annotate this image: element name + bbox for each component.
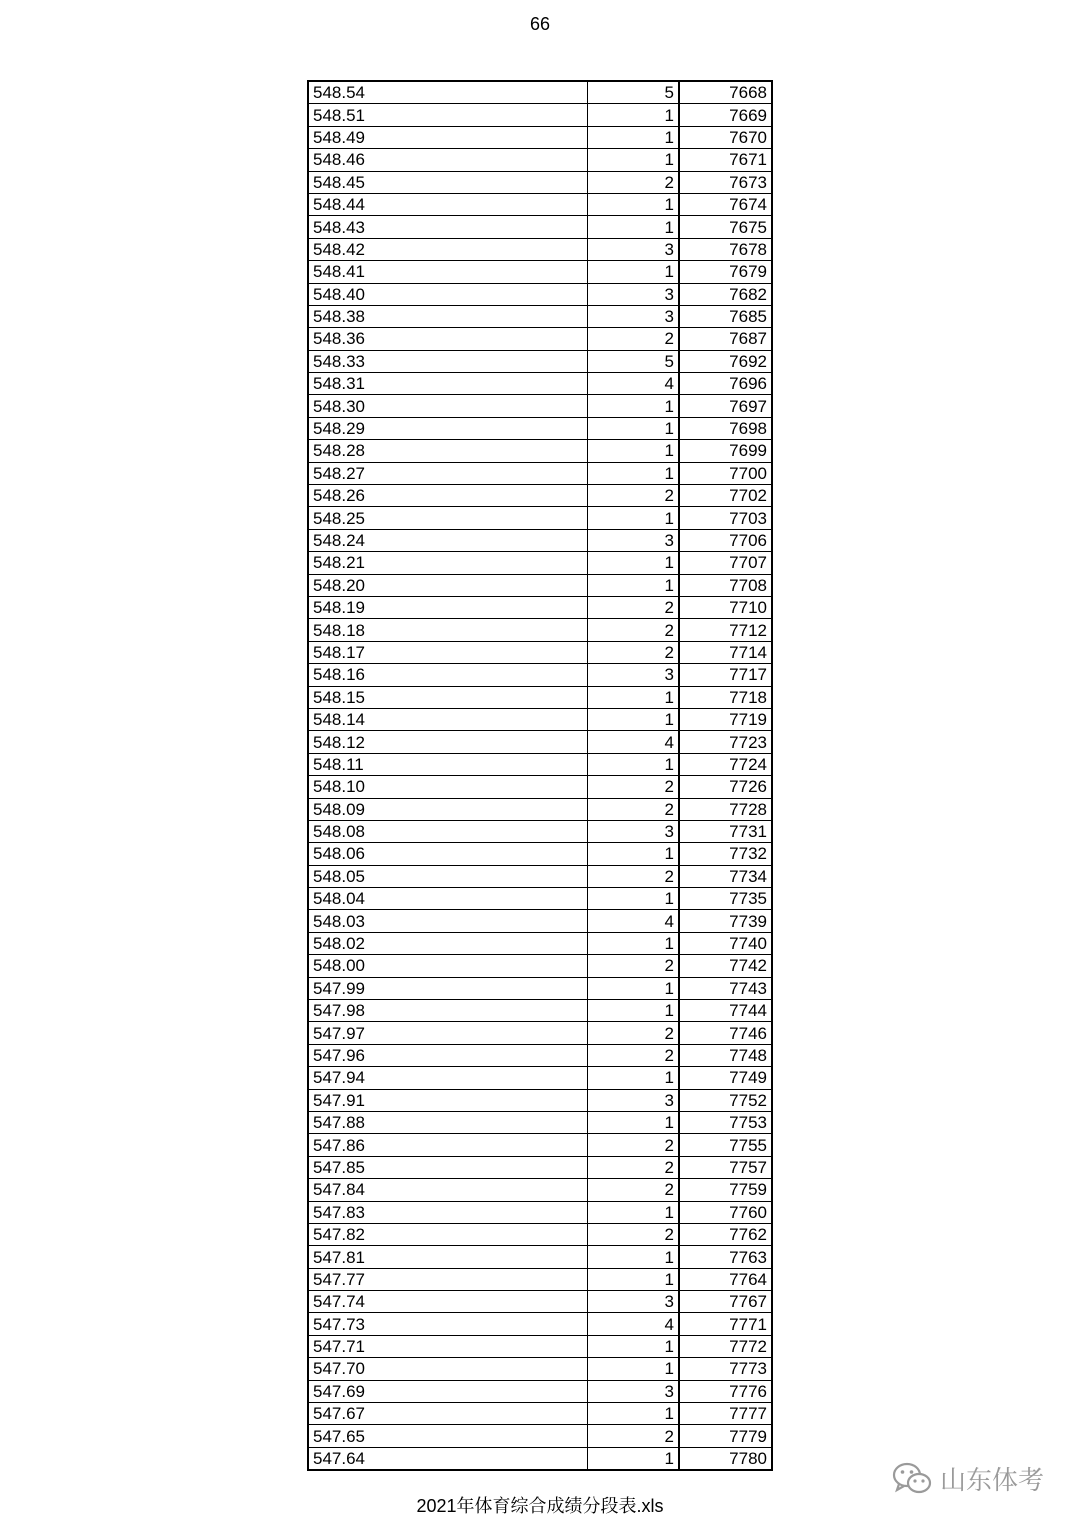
count-cell: 1 xyxy=(587,1111,679,1133)
score-cell: 548.46 xyxy=(308,149,587,171)
cumulative-cell: 7719 xyxy=(679,708,772,730)
cumulative-cell: 7759 xyxy=(679,1179,772,1201)
table-row xyxy=(308,574,772,596)
score-cell: 547.86 xyxy=(308,1134,587,1156)
score-cell: 548.41 xyxy=(308,261,587,283)
cumulative-cell: 7731 xyxy=(679,820,772,842)
table-row xyxy=(308,1291,772,1313)
score-cell: 547.84 xyxy=(308,1179,587,1201)
table-row xyxy=(308,910,772,932)
count-cell: 4 xyxy=(587,373,679,395)
count-cell: 1 xyxy=(587,753,679,775)
count-cell: 2 xyxy=(587,1022,679,1044)
count-cell: 1 xyxy=(587,1000,679,1022)
count-cell: 1 xyxy=(587,1067,679,1089)
count-cell: 2 xyxy=(587,1425,679,1447)
cumulative-cell: 7669 xyxy=(679,104,772,126)
score-cell: 547.85 xyxy=(308,1156,587,1178)
table-row xyxy=(308,1044,772,1066)
table-row xyxy=(308,1447,772,1470)
count-cell: 1 xyxy=(587,932,679,954)
count-cell: 1 xyxy=(587,1201,679,1223)
cumulative-cell: 7752 xyxy=(679,1089,772,1111)
cumulative-cell: 7714 xyxy=(679,641,772,663)
cumulative-cell: 7673 xyxy=(679,171,772,193)
score-cell: 548.19 xyxy=(308,596,587,618)
score-cell: 548.30 xyxy=(308,395,587,417)
cumulative-cell: 7748 xyxy=(679,1044,772,1066)
table-row xyxy=(308,1067,772,1089)
count-cell: 2 xyxy=(587,955,679,977)
table-row xyxy=(308,1111,772,1133)
table-row xyxy=(308,104,772,126)
count-cell: 2 xyxy=(587,328,679,350)
cumulative-cell: 7706 xyxy=(679,529,772,551)
table-row xyxy=(308,1246,772,1268)
count-cell: 2 xyxy=(587,1223,679,1245)
table-row xyxy=(308,955,772,977)
cumulative-cell: 7773 xyxy=(679,1358,772,1380)
cumulative-cell: 7749 xyxy=(679,1067,772,1089)
count-cell: 2 xyxy=(587,776,679,798)
watermark-text: 山东体考 xyxy=(940,1465,1045,1495)
score-cell: 548.42 xyxy=(308,238,587,260)
cumulative-cell: 7767 xyxy=(679,1291,772,1313)
table-row xyxy=(308,171,772,193)
count-cell: 1 xyxy=(587,1246,679,1268)
table-row xyxy=(308,1223,772,1245)
cumulative-cell: 7692 xyxy=(679,350,772,372)
score-cell: 548.09 xyxy=(308,798,587,820)
count-cell: 1 xyxy=(587,395,679,417)
cumulative-cell: 7746 xyxy=(679,1022,772,1044)
score-cell: 548.33 xyxy=(308,350,587,372)
cumulative-cell: 7779 xyxy=(679,1425,772,1447)
count-cell: 4 xyxy=(587,910,679,932)
cumulative-cell: 7757 xyxy=(679,1156,772,1178)
footer-filename: 2021年体育综合成绩分段表.xls xyxy=(416,1496,664,1516)
score-cell: 547.65 xyxy=(308,1425,587,1447)
score-cell: 547.77 xyxy=(308,1268,587,1290)
cumulative-cell: 7760 xyxy=(679,1201,772,1223)
score-cell: 548.44 xyxy=(308,193,587,215)
cumulative-cell: 7724 xyxy=(679,753,772,775)
count-cell: 1 xyxy=(587,888,679,910)
table-row xyxy=(308,1000,772,1022)
count-cell: 1 xyxy=(587,843,679,865)
score-cell: 548.17 xyxy=(308,641,587,663)
cumulative-cell: 7718 xyxy=(679,686,772,708)
count-cell: 2 xyxy=(587,641,679,663)
score-cell: 548.03 xyxy=(308,910,587,932)
table-row xyxy=(308,395,772,417)
count-cell: 1 xyxy=(587,462,679,484)
score-cell: 547.82 xyxy=(308,1223,587,1245)
count-cell: 2 xyxy=(587,798,679,820)
cumulative-cell: 7717 xyxy=(679,664,772,686)
cumulative-cell: 7777 xyxy=(679,1403,772,1425)
wechat-icon xyxy=(892,1462,932,1496)
table-row xyxy=(308,305,772,327)
table-row xyxy=(308,81,772,104)
cumulative-cell: 7780 xyxy=(679,1447,772,1470)
table-row xyxy=(308,596,772,618)
table-row xyxy=(308,328,772,350)
table-row xyxy=(308,1022,772,1044)
cumulative-cell: 7710 xyxy=(679,596,772,618)
score-cell: 548.51 xyxy=(308,104,587,126)
table-row xyxy=(308,820,772,842)
score-cell: 548.24 xyxy=(308,529,587,551)
count-cell: 2 xyxy=(587,865,679,887)
count-cell: 2 xyxy=(587,485,679,507)
count-cell: 1 xyxy=(587,261,679,283)
count-cell: 3 xyxy=(587,529,679,551)
count-cell: 3 xyxy=(587,238,679,260)
cumulative-cell: 7732 xyxy=(679,843,772,865)
table-row xyxy=(308,238,772,260)
score-cell: 548.14 xyxy=(308,708,587,730)
score-cell: 548.25 xyxy=(308,507,587,529)
table-row xyxy=(308,350,772,372)
count-cell: 2 xyxy=(587,171,679,193)
score-cell: 548.49 xyxy=(308,126,587,148)
table-row xyxy=(308,1313,772,1335)
score-cell: 548.08 xyxy=(308,820,587,842)
count-cell: 2 xyxy=(587,1134,679,1156)
count-cell: 2 xyxy=(587,596,679,618)
score-cell: 547.91 xyxy=(308,1089,587,1111)
count-cell: 1 xyxy=(587,507,679,529)
table-row xyxy=(308,261,772,283)
cumulative-cell: 7728 xyxy=(679,798,772,820)
table-row xyxy=(308,731,772,753)
count-cell: 2 xyxy=(587,1156,679,1178)
table-row xyxy=(308,149,772,171)
score-cell: 548.16 xyxy=(308,664,587,686)
cumulative-cell: 7674 xyxy=(679,193,772,215)
score-cell: 548.27 xyxy=(308,462,587,484)
count-cell: 5 xyxy=(587,81,679,104)
score-cell: 547.64 xyxy=(308,1447,587,1470)
count-cell: 3 xyxy=(587,305,679,327)
score-cell: 547.67 xyxy=(308,1403,587,1425)
cumulative-cell: 7744 xyxy=(679,1000,772,1022)
count-cell: 1 xyxy=(587,686,679,708)
cumulative-cell: 7712 xyxy=(679,619,772,641)
cumulative-cell: 7762 xyxy=(679,1223,772,1245)
cumulative-cell: 7708 xyxy=(679,574,772,596)
cumulative-cell: 7763 xyxy=(679,1246,772,1268)
cumulative-cell: 7743 xyxy=(679,977,772,999)
count-cell: 4 xyxy=(587,731,679,753)
table-row xyxy=(308,552,772,574)
score-cell: 547.88 xyxy=(308,1111,587,1133)
score-cell: 548.43 xyxy=(308,216,587,238)
table-row xyxy=(308,641,772,663)
count-cell: 1 xyxy=(587,193,679,215)
count-cell: 1 xyxy=(587,1268,679,1290)
score-cell: 548.21 xyxy=(308,552,587,574)
table-row xyxy=(308,529,772,551)
score-cell: 547.70 xyxy=(308,1358,587,1380)
table-row xyxy=(308,283,772,305)
count-cell: 1 xyxy=(587,216,679,238)
count-cell: 1 xyxy=(587,104,679,126)
score-cell: 547.74 xyxy=(308,1291,587,1313)
table-row xyxy=(308,1134,772,1156)
count-cell: 2 xyxy=(587,1179,679,1201)
table-row xyxy=(308,1380,772,1402)
count-cell: 1 xyxy=(587,1447,679,1470)
table-row xyxy=(308,798,772,820)
score-cell: 548.29 xyxy=(308,417,587,439)
count-cell: 3 xyxy=(587,1380,679,1402)
score-cell: 548.54 xyxy=(308,81,587,104)
score-cell: 547.96 xyxy=(308,1044,587,1066)
score-cell: 548.31 xyxy=(308,373,587,395)
count-cell: 1 xyxy=(587,440,679,462)
cumulative-cell: 7675 xyxy=(679,216,772,238)
table-row xyxy=(308,440,772,462)
table-row xyxy=(308,977,772,999)
count-cell: 1 xyxy=(587,574,679,596)
table-row xyxy=(308,1201,772,1223)
score-cell: 548.20 xyxy=(308,574,587,596)
table-row xyxy=(308,1156,772,1178)
count-cell: 3 xyxy=(587,664,679,686)
table-row xyxy=(308,1425,772,1447)
table-row xyxy=(308,1089,772,1111)
cumulative-cell: 7671 xyxy=(679,149,772,171)
score-cell: 548.36 xyxy=(308,328,587,350)
table-row xyxy=(308,485,772,507)
cumulative-cell: 7687 xyxy=(679,328,772,350)
score-cell: 548.26 xyxy=(308,485,587,507)
cumulative-cell: 7703 xyxy=(679,507,772,529)
cumulative-cell: 7755 xyxy=(679,1134,772,1156)
table-row xyxy=(308,1179,772,1201)
count-cell: 1 xyxy=(587,708,679,730)
table-row xyxy=(308,708,772,730)
score-cell: 548.11 xyxy=(308,753,587,775)
count-cell: 3 xyxy=(587,283,679,305)
count-cell: 1 xyxy=(587,1358,679,1380)
score-cell: 548.45 xyxy=(308,171,587,193)
table-row xyxy=(308,1268,772,1290)
table-row xyxy=(308,888,772,910)
count-cell: 5 xyxy=(587,350,679,372)
cumulative-cell: 7699 xyxy=(679,440,772,462)
count-cell: 2 xyxy=(587,619,679,641)
cumulative-cell: 7753 xyxy=(679,1111,772,1133)
count-cell: 1 xyxy=(587,417,679,439)
table-row xyxy=(308,843,772,865)
cumulative-cell: 7668 xyxy=(679,81,772,104)
cumulative-cell: 7702 xyxy=(679,485,772,507)
table-row xyxy=(308,865,772,887)
count-cell: 2 xyxy=(587,1044,679,1066)
score-cell: 548.02 xyxy=(308,932,587,954)
table-row xyxy=(308,507,772,529)
cumulative-cell: 7735 xyxy=(679,888,772,910)
page-number: 66 xyxy=(529,14,551,34)
cumulative-cell: 7697 xyxy=(679,395,772,417)
table-row xyxy=(308,619,772,641)
score-cell: 547.81 xyxy=(308,1246,587,1268)
table-row xyxy=(308,373,772,395)
cumulative-cell: 7707 xyxy=(679,552,772,574)
score-cell: 547.73 xyxy=(308,1313,587,1335)
cumulative-cell: 7734 xyxy=(679,865,772,887)
count-cell: 1 xyxy=(587,552,679,574)
table-row xyxy=(308,462,772,484)
cumulative-cell: 7739 xyxy=(679,910,772,932)
count-cell: 4 xyxy=(587,1313,679,1335)
score-cell: 548.28 xyxy=(308,440,587,462)
count-cell: 1 xyxy=(587,126,679,148)
score-cell: 547.98 xyxy=(308,1000,587,1022)
score-cell: 548.15 xyxy=(308,686,587,708)
count-cell: 1 xyxy=(587,977,679,999)
cumulative-cell: 7700 xyxy=(679,462,772,484)
score-cell: 547.99 xyxy=(308,977,587,999)
cumulative-cell: 7685 xyxy=(679,305,772,327)
cumulative-cell: 7678 xyxy=(679,238,772,260)
count-cell: 3 xyxy=(587,1089,679,1111)
score-cell: 548.00 xyxy=(308,955,587,977)
cumulative-cell: 7726 xyxy=(679,776,772,798)
table-row xyxy=(308,686,772,708)
count-cell: 3 xyxy=(587,820,679,842)
table-row xyxy=(308,753,772,775)
cumulative-cell: 7682 xyxy=(679,283,772,305)
score-cell: 548.40 xyxy=(308,283,587,305)
table-row xyxy=(308,1403,772,1425)
cumulative-cell: 7742 xyxy=(679,955,772,977)
score-cell: 547.69 xyxy=(308,1380,587,1402)
score-cell: 548.05 xyxy=(308,865,587,887)
score-cell: 548.18 xyxy=(308,619,587,641)
cumulative-cell: 7698 xyxy=(679,417,772,439)
cumulative-cell: 7776 xyxy=(679,1380,772,1402)
table-body xyxy=(308,81,772,1470)
cumulative-cell: 7723 xyxy=(679,731,772,753)
table-row xyxy=(308,417,772,439)
score-cell: 548.12 xyxy=(308,731,587,753)
cumulative-cell: 7696 xyxy=(679,373,772,395)
table-row xyxy=(308,1335,772,1357)
cumulative-cell: 7679 xyxy=(679,261,772,283)
cumulative-cell: 7772 xyxy=(679,1335,772,1357)
count-cell: 1 xyxy=(587,1335,679,1357)
score-cell: 548.06 xyxy=(308,843,587,865)
cumulative-cell: 7764 xyxy=(679,1268,772,1290)
cumulative-cell: 7670 xyxy=(679,126,772,148)
cumulative-cell: 7771 xyxy=(679,1313,772,1335)
table-row xyxy=(308,664,772,686)
score-cell: 547.94 xyxy=(308,1067,587,1089)
count-cell: 1 xyxy=(587,149,679,171)
score-cell: 547.97 xyxy=(308,1022,587,1044)
table-row xyxy=(308,126,772,148)
table-row xyxy=(308,1358,772,1380)
count-cell: 1 xyxy=(587,1403,679,1425)
score-cell: 547.71 xyxy=(308,1335,587,1357)
table-row xyxy=(308,216,772,238)
score-cell: 548.38 xyxy=(308,305,587,327)
score-cell: 547.83 xyxy=(308,1201,587,1223)
cumulative-cell: 7740 xyxy=(679,932,772,954)
table-row xyxy=(308,193,772,215)
table-row xyxy=(308,932,772,954)
score-table xyxy=(307,80,773,1471)
table-row xyxy=(308,776,772,798)
count-cell: 3 xyxy=(587,1291,679,1313)
score-cell: 548.04 xyxy=(308,888,587,910)
score-cell: 548.10 xyxy=(308,776,587,798)
